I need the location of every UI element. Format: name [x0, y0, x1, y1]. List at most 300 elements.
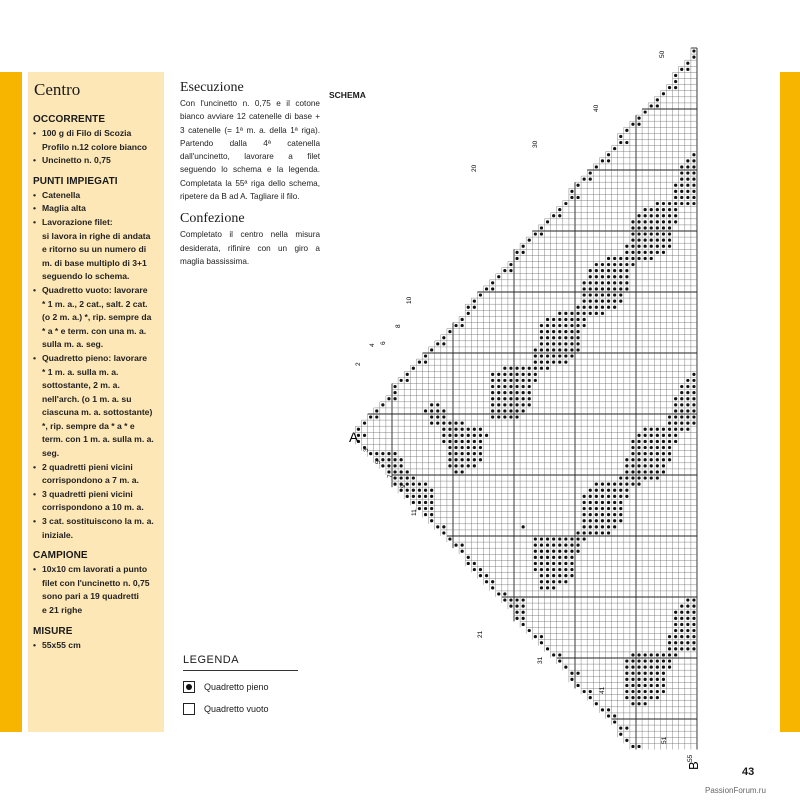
- filled-square-dot: [656, 476, 659, 479]
- filled-square-dot: [625, 129, 628, 132]
- filled-square-dot: [650, 245, 653, 248]
- filled-square-dot: [461, 324, 464, 327]
- filled-square-dot: [631, 220, 634, 223]
- filled-square-dot: [644, 220, 647, 223]
- filled-square-dot: [558, 324, 561, 327]
- filled-square-dot: [680, 623, 683, 626]
- filled-square-dot: [607, 275, 610, 278]
- filled-square-dot: [637, 434, 640, 437]
- filled-square-dot: [461, 440, 464, 443]
- filled-square-dot: [601, 513, 604, 516]
- filled-square-dot: [454, 452, 457, 455]
- filled-square-dot: [631, 232, 634, 235]
- filled-square-dot: [546, 354, 549, 357]
- filled-square-dot: [393, 391, 396, 394]
- filled-square-dot: [686, 647, 689, 650]
- filled-square-dot: [619, 501, 622, 504]
- filled-square-dot: [644, 702, 647, 705]
- filled-square-dot: [631, 446, 634, 449]
- filled-square-dot: [601, 519, 604, 522]
- filled-square-dot: [467, 312, 470, 315]
- filled-square-dot: [601, 501, 604, 504]
- filled-square-dot: [686, 68, 689, 71]
- filled-square-dot: [631, 476, 634, 479]
- filled-square-dot: [662, 202, 665, 205]
- filled-square-dot: [650, 452, 653, 455]
- filled-square-dot: [546, 647, 549, 650]
- filled-square-dot: [534, 562, 537, 565]
- filled-square-dot: [393, 385, 396, 388]
- chart-grid: [355, 48, 697, 750]
- filled-square-dot: [644, 470, 647, 473]
- filled-square-dot: [522, 525, 525, 528]
- filled-square-dot: [668, 641, 671, 644]
- filled-square-dot: [552, 354, 555, 357]
- filled-square-dot: [558, 361, 561, 364]
- filled-square-dot: [656, 678, 659, 681]
- filled-square-dot: [412, 489, 415, 492]
- filled-square-dot: [644, 458, 647, 461]
- filled-square-dot: [644, 696, 647, 699]
- filled-square-dot: [595, 483, 598, 486]
- filled-square-dot: [692, 629, 695, 632]
- page-number: 43: [742, 766, 755, 778]
- filled-square-dot: [522, 391, 525, 394]
- filled-square-dot: [674, 80, 677, 83]
- section-title-misure: MISURE: [33, 625, 73, 637]
- filled-square-dot: [625, 476, 628, 479]
- filled-square-dot: [644, 226, 647, 229]
- filled-square-dot: [637, 440, 640, 443]
- filled-square-dot: [540, 580, 543, 583]
- filled-square-dot: [546, 318, 549, 321]
- filled-square-dot: [680, 397, 683, 400]
- filled-square-dot: [644, 678, 647, 681]
- filled-square-dot: [558, 556, 561, 559]
- filled-square-dot: [644, 446, 647, 449]
- filled-square-dot: [692, 409, 695, 412]
- filled-square-dot: [607, 531, 610, 534]
- filled-square-dot: [491, 580, 494, 583]
- filled-square-dot: [686, 623, 689, 626]
- filled-square-dot: [644, 245, 647, 248]
- filled-square-dot: [686, 415, 689, 418]
- filled-square-dot: [540, 348, 543, 351]
- filled-square-dot: [570, 537, 573, 540]
- filled-square-dot: [607, 483, 610, 486]
- filled-square-dot: [601, 495, 604, 498]
- filled-square-dot: [656, 446, 659, 449]
- filled-square-dot: [619, 483, 622, 486]
- filled-square-dot: [515, 367, 518, 370]
- filled-square-dot: [613, 501, 616, 504]
- filled-square-dot: [564, 574, 567, 577]
- filled-square-dot: [692, 605, 695, 608]
- filled-square-dot: [393, 470, 396, 473]
- filled-square-dot: [692, 379, 695, 382]
- filled-square-dot: [619, 141, 622, 144]
- filled-square-dot: [662, 208, 665, 211]
- list-item: • Quadretto pieno: lavorare * 1 m. a. sulla m. a. sottostante, 2 m. a. nell'arch. (o 1 m. a. su ciascuna m. a. sottostante) *, rip. sempre da * a * e term. con 1 m. a. sulla m. a. seg.: [33, 352, 158, 461]
- row-number-label: 2: [355, 362, 362, 366]
- filled-square-dot: [674, 74, 677, 77]
- filled-square-dot: [662, 92, 665, 95]
- filled-square-dot: [662, 666, 665, 669]
- filled-square-dot: [583, 501, 586, 504]
- filled-square-dot: [589, 507, 592, 510]
- filled-square-dot: [503, 367, 506, 370]
- filled-square-dot: [467, 434, 470, 437]
- filled-square-dot: [522, 611, 525, 614]
- filled-square-dot: [473, 458, 476, 461]
- filled-square-dot: [552, 562, 555, 565]
- filled-square-dot: [607, 501, 610, 504]
- filled-square-dot: [637, 446, 640, 449]
- filled-square-dot: [461, 446, 464, 449]
- filled-square-dot: [674, 611, 677, 614]
- filled-square-dot: [662, 672, 665, 675]
- filled-square-dot: [564, 312, 567, 315]
- filled-square-dot: [619, 135, 622, 138]
- filled-square-dot: [601, 300, 604, 303]
- filled-square-dot: [552, 556, 555, 559]
- filled-square-dot: [619, 476, 622, 479]
- filled-square-dot: [613, 147, 616, 150]
- filled-square-dot: [692, 647, 695, 650]
- filled-square-dot: [570, 318, 573, 321]
- filled-square-dot: [461, 452, 464, 455]
- filled-square-dot: [479, 428, 482, 431]
- filled-square-dot: [625, 470, 628, 473]
- filled-square-dot: [674, 629, 677, 632]
- filled-square-dot: [637, 464, 640, 467]
- filled-square-dot: [540, 232, 543, 235]
- filled-square-dot: [515, 611, 518, 614]
- filled-square-dot: [412, 501, 415, 504]
- filled-square-dot: [515, 415, 518, 418]
- filled-square-dot: [564, 361, 567, 364]
- filled-square-dot: [680, 647, 683, 650]
- filled-square-dot: [595, 489, 598, 492]
- legend: [183, 654, 303, 715]
- filled-square-dot: [564, 354, 567, 357]
- filled-square-dot: [656, 458, 659, 461]
- filled-square-dot: [418, 507, 421, 510]
- filled-square-dot: [674, 434, 677, 437]
- filled-square-dot: [686, 62, 689, 65]
- filled-square-dot: [650, 232, 653, 235]
- filled-square-dot: [680, 409, 683, 412]
- filled-square-dot: [558, 312, 561, 315]
- filled-square-dot: [497, 397, 500, 400]
- filled-square-dot: [607, 281, 610, 284]
- filled-square-dot: [601, 507, 604, 510]
- filled-square-dot: [607, 269, 610, 272]
- filled-square-dot: [619, 269, 622, 272]
- filled-square-dot: [674, 428, 677, 431]
- filled-square-dot: [686, 617, 689, 620]
- filled-square-dot: [430, 348, 433, 351]
- filled-square-dot: [631, 458, 634, 461]
- filled-square-dot: [674, 214, 677, 217]
- filled-square-dot: [650, 653, 653, 656]
- schema-label: SCHEMA: [329, 90, 366, 100]
- filled-square-dot: [570, 672, 573, 675]
- filled-square-dot: [637, 251, 640, 254]
- filled-square-dot: [680, 635, 683, 638]
- filled-square-dot: [637, 257, 640, 260]
- filled-square-dot: [589, 275, 592, 278]
- filled-square-dot: [509, 415, 512, 418]
- filled-square-dot: [692, 165, 695, 168]
- filled-square-dot: [625, 141, 628, 144]
- filled-square-dot: [625, 489, 628, 492]
- filled-square-dot: [692, 159, 695, 162]
- filled-square-dot: [607, 519, 610, 522]
- filled-square-dot: [515, 598, 518, 601]
- filled-square-dot: [662, 458, 665, 461]
- filled-square-icon: [183, 681, 195, 693]
- filled-square-dot: [686, 641, 689, 644]
- filled-square-dot: [564, 336, 567, 339]
- filled-square-dot: [515, 397, 518, 400]
- filled-square-dot: [540, 635, 543, 638]
- filled-square-dot: [418, 495, 421, 498]
- row-number-label: 4: [369, 343, 376, 347]
- filled-square-dot: [485, 434, 488, 437]
- filled-square-dot: [583, 318, 586, 321]
- filled-square-dot: [613, 495, 616, 498]
- filled-square-dot: [534, 232, 537, 235]
- filled-square-dot: [668, 415, 671, 418]
- filled-square-dot: [540, 550, 543, 553]
- filled-square-dot: [601, 287, 604, 290]
- filled-square-dot: [576, 330, 579, 333]
- filled-square-dot: [381, 452, 384, 455]
- filled-square-dot: [473, 452, 476, 455]
- filled-square-dot: [656, 214, 659, 217]
- filled-square-dot: [625, 739, 628, 742]
- filled-square-dot: [631, 452, 634, 455]
- filled-square-dot: [436, 422, 439, 425]
- filled-square-dot: [515, 409, 518, 412]
- filled-square-dot: [528, 397, 531, 400]
- filled-square-dot: [534, 354, 537, 357]
- filled-square-dot: [448, 458, 451, 461]
- filled-square-dot: [406, 495, 409, 498]
- confezione-text: Completato il centro nella misura desiderata, rifinire con un giro a maglia bassissima.: [180, 230, 320, 266]
- filled-square-dot: [625, 287, 628, 290]
- section-title-punti: PUNTI IMPIEGATI: [33, 175, 118, 187]
- filled-square-dot: [448, 330, 451, 333]
- filled-square-dot: [528, 379, 531, 382]
- filled-square-dot: [448, 434, 451, 437]
- filled-square-dot: [400, 476, 403, 479]
- filled-square-dot: [692, 49, 695, 52]
- filled-square-dot: [613, 525, 616, 528]
- filled-square-dot: [583, 312, 586, 315]
- filled-square-dot: [650, 440, 653, 443]
- filled-square-dot: [637, 452, 640, 455]
- filled-square-dot: [570, 348, 573, 351]
- filled-square-dot: [680, 171, 683, 174]
- filled-square-dot: [589, 178, 592, 181]
- filled-square-dot: [540, 324, 543, 327]
- filled-square-dot: [668, 440, 671, 443]
- filled-square-dot: [631, 672, 634, 675]
- filled-square-dot: [644, 239, 647, 242]
- filled-square-dot: [601, 306, 604, 309]
- filled-square-dot: [680, 202, 683, 205]
- filled-square-dot: [601, 281, 604, 284]
- filled-square-dot: [497, 373, 500, 376]
- filled-square-dot: [668, 422, 671, 425]
- filled-square-dot: [680, 641, 683, 644]
- filled-square-dot: [680, 184, 683, 187]
- filled-square-dot: [595, 275, 598, 278]
- filled-square-dot: [692, 56, 695, 59]
- filled-square-dot: [674, 647, 677, 650]
- filled-square-dot: [637, 226, 640, 229]
- filled-square-dot: [644, 476, 647, 479]
- row-number-label: 6: [380, 341, 387, 345]
- filled-square-dot: [686, 598, 689, 601]
- filled-square-dot: [552, 544, 555, 547]
- filled-square-dot: [442, 428, 445, 431]
- filled-square-dot: [644, 690, 647, 693]
- filled-square-dot: [625, 245, 628, 248]
- filled-square-dot: [680, 415, 683, 418]
- filled-square-dot: [418, 489, 421, 492]
- filled-square-dot: [570, 342, 573, 345]
- filled-square-dot: [674, 202, 677, 205]
- filled-square-dot: [662, 251, 665, 254]
- filled-square-dot: [650, 470, 653, 473]
- filled-square-dot: [680, 385, 683, 388]
- filled-square-dot: [692, 598, 695, 601]
- filled-square-dot: [631, 684, 634, 687]
- filled-square-dot: [467, 446, 470, 449]
- section-title-occorrente: OCCORRENTE: [33, 114, 106, 125]
- filled-square-dot: [406, 470, 409, 473]
- filled-square-dot: [674, 422, 677, 425]
- filled-square-dot: [650, 659, 653, 662]
- filled-square-dot: [485, 580, 488, 583]
- filled-square-dot: [650, 434, 653, 437]
- filled-square-dot: [662, 690, 665, 693]
- filled-square-dot: [601, 483, 604, 486]
- filled-square-dot: [644, 464, 647, 467]
- filled-square-dot: [576, 684, 579, 687]
- filled-square-dot: [662, 440, 665, 443]
- list-item: • 3 cat. sostituiscono la m. a. iniziale.: [33, 515, 158, 542]
- filled-square-dot: [589, 300, 592, 303]
- row-number-label: 55: [687, 754, 694, 762]
- filled-square-dot: [668, 86, 671, 89]
- filled-square-dot: [509, 373, 512, 376]
- filled-square-dot: [375, 409, 378, 412]
- filled-square-dot: [656, 251, 659, 254]
- filled-square-dot: [558, 544, 561, 547]
- filled-square-dot: [546, 556, 549, 559]
- filled-square-dot: [595, 531, 598, 534]
- filled-square-dot: [418, 501, 421, 504]
- filled-square-dot: [558, 330, 561, 333]
- filled-square-dot: [692, 373, 695, 376]
- row-number-label: 9: [400, 484, 407, 488]
- filled-square-dot: [613, 275, 616, 278]
- filled-square-dot: [680, 403, 683, 406]
- filled-square-dot: [461, 422, 464, 425]
- filled-square-dot: [570, 196, 573, 199]
- filled-square-dot: [467, 458, 470, 461]
- filled-square-dot: [686, 422, 689, 425]
- filled-square-dot: [424, 361, 427, 364]
- filled-square-dot: [583, 281, 586, 284]
- filled-square-dot: [656, 684, 659, 687]
- filled-square-dot: [546, 361, 549, 364]
- filled-square-dot: [540, 226, 543, 229]
- filled-square-dot: [540, 568, 543, 571]
- filled-square-dot: [497, 385, 500, 388]
- filled-square-dot: [613, 269, 616, 272]
- filled-square-dot: [454, 428, 457, 431]
- filled-square-dot: [400, 458, 403, 461]
- filled-square-dot: [631, 245, 634, 248]
- filled-square-dot: [589, 287, 592, 290]
- filled-square-dot: [686, 409, 689, 412]
- filled-square-dot: [631, 678, 634, 681]
- filled-square-dot: [637, 678, 640, 681]
- filled-square-dot: [631, 659, 634, 662]
- filled-square-dot: [479, 568, 482, 571]
- filled-square-dot: [558, 568, 561, 571]
- filled-square-dot: [430, 501, 433, 504]
- filled-square-dot: [656, 653, 659, 656]
- filled-square-dot: [454, 464, 457, 467]
- filled-square-dot: [656, 226, 659, 229]
- filled-square-dot: [589, 171, 592, 174]
- filled-square-dot: [522, 617, 525, 620]
- filled-square-dot: [540, 574, 543, 577]
- filled-square-dot: [436, 409, 439, 412]
- filled-square-dot: [424, 354, 427, 357]
- row-number-label: 11: [411, 509, 418, 516]
- filled-square-dot: [656, 208, 659, 211]
- filled-square-dot: [692, 184, 695, 187]
- row-number-label: 30: [532, 140, 539, 148]
- filled-square-dot: [607, 495, 610, 498]
- filled-square-dot: [509, 403, 512, 406]
- filled-square-dot: [454, 324, 457, 327]
- filled-square-dot: [650, 251, 653, 254]
- filled-square-dot: [522, 397, 525, 400]
- filled-square-dot: [491, 403, 494, 406]
- filled-square-dot: [406, 476, 409, 479]
- filled-square-dot: [637, 220, 640, 223]
- filled-square-dot: [637, 483, 640, 486]
- filled-square-dot: [595, 312, 598, 315]
- filled-square-dot: [473, 428, 476, 431]
- filled-square-dot: [454, 440, 457, 443]
- filled-square-dot: [668, 220, 671, 223]
- filled-square-dot: [674, 623, 677, 626]
- filled-square-dot: [637, 245, 640, 248]
- row-number-label: 3: [363, 448, 370, 452]
- legend-label-empty: Quadretto vuoto: [204, 704, 269, 714]
- filled-square-dot: [564, 324, 567, 327]
- filled-square-dot: [564, 342, 567, 345]
